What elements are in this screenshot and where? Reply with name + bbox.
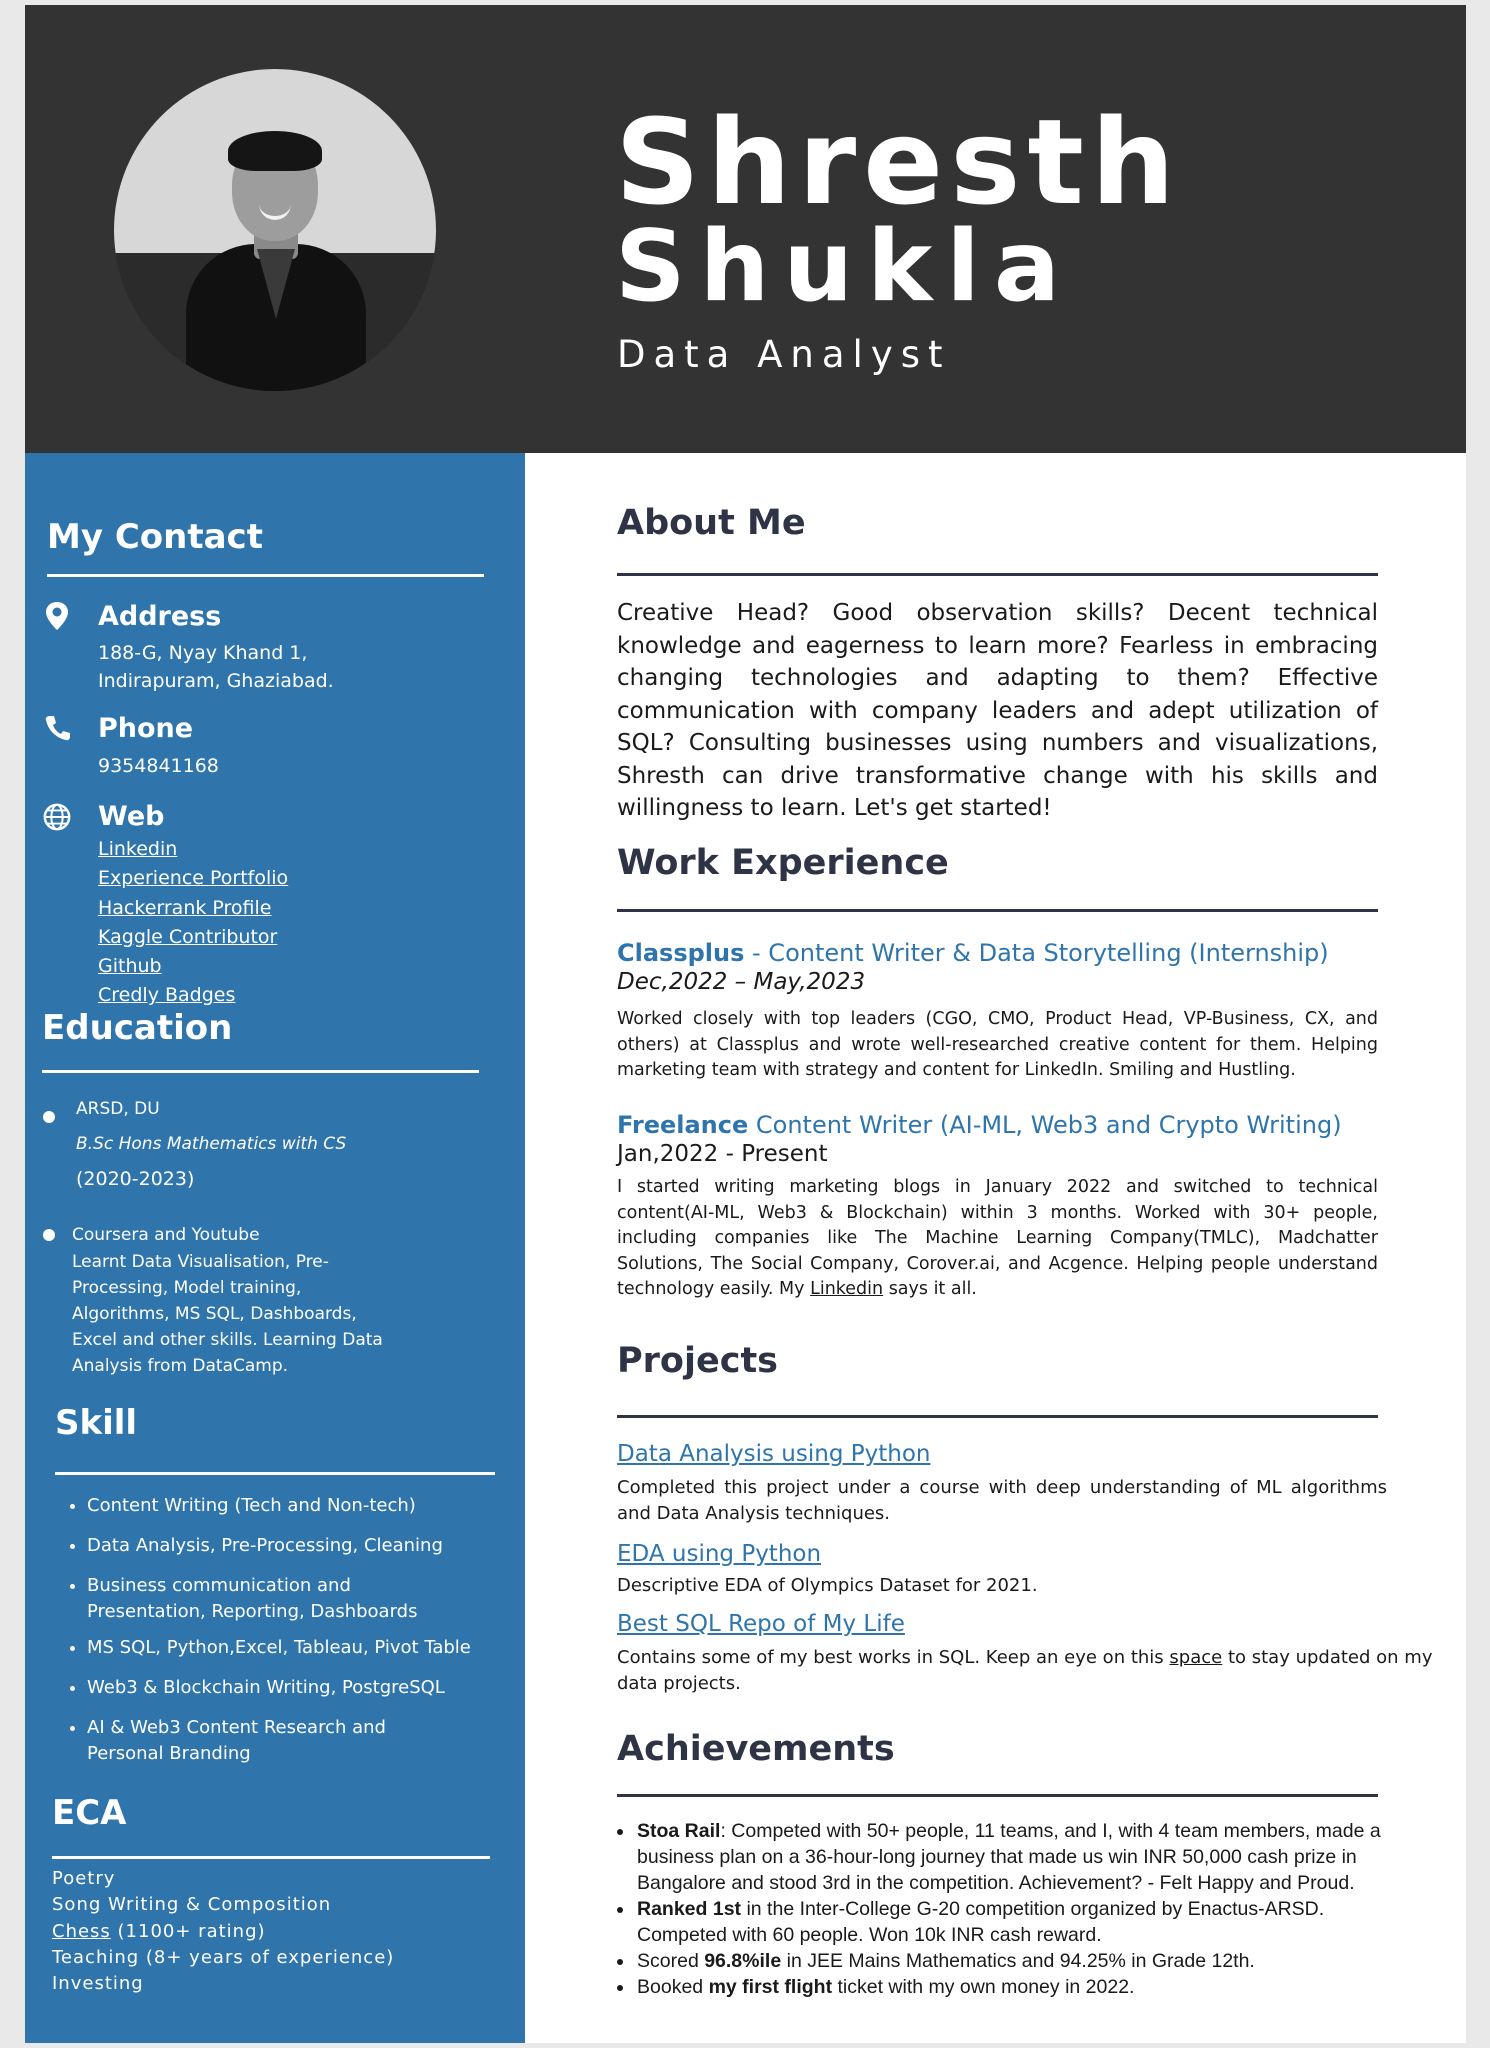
education-detail-line: Processing, Model training, [72, 1278, 302, 1298]
achievement-item: • Scored 96.8%ile in JEE Mains Mathematics and 94.25% in Grade 12th. [635, 1948, 1405, 1974]
education-name: ARSD, DU [76, 1099, 160, 1119]
about-rule [617, 573, 1378, 576]
education-rule [42, 1070, 479, 1073]
eca-item: Teaching (8+ years of experience) [52, 1946, 395, 1968]
address-line-1: 188-G, Nyay Khand 1, [98, 642, 308, 664]
job-description: I started writing marketing blogs in January 2022 and switched to technical content(AI-ML, Web3 & Blockchain) within 3 months. Worked with 30+ people, including companies like The Machine Learning Company(TMLC), Madchatter Solutions, The Social Company, Corover.ai, and Acgence. Helping people understand technology easily. My Linkedin says it all. [617, 1177, 1378, 1299]
credly-link[interactable]: Credly Badges [98, 984, 236, 1007]
job-title [617, 939, 1329, 967]
globe-icon [42, 801, 72, 833]
achievement-item: • Stoa Rail: Competed with 50+ people, 11 teams, and I, with 4 team members, made a business plan on a 36-hour-long journey that made us win INR 50,000 cash prize in Bangalore and stood 3rd in the competition. Achievement? - Felt Happy and Proud. [635, 1818, 1405, 1896]
eca-item: Poetry [52, 1868, 116, 1889]
skill-list [45, 1493, 507, 1777]
project-description: Completed this project under a course with deep understanding of ML algorithms and Data Analysis techniques. [617, 1477, 1387, 1524]
education-degree: B.Sc Hons Mathematics with CS [76, 1134, 347, 1154]
contact-heading: My Contact [47, 517, 263, 557]
resume-page [25, 5, 1466, 2043]
achievements-list [617, 1818, 1405, 2000]
achievement-item: • Booked my first flight ticket with my own money in 2022. [635, 1974, 1405, 2000]
chess-link[interactable]: Chess [52, 1920, 111, 1942]
kaggle-link[interactable]: Kaggle Contributor [98, 925, 278, 948]
company-name: Classplus [617, 939, 745, 967]
job-role: - Content Writer & Data Storytelling (Internship) [744, 939, 1329, 967]
job-dates: Dec,2022 – May,2023 [617, 969, 866, 995]
education-years: (2020-2023) [76, 1168, 195, 1190]
education-detail-line: Learnt Data Visualisation, Pre- [72, 1252, 329, 1272]
experience-portfolio-link[interactable]: Experience Portfolio [98, 867, 289, 890]
about-heading: About Me [617, 503, 806, 543]
linkedin-link[interactable]: Linkedin [98, 838, 178, 860]
web-links [98, 835, 288, 1011]
skill-item: • Content Writing (Tech and Non-tech) [87, 1493, 507, 1519]
sidebar [25, 453, 525, 2043]
phone-icon [42, 712, 72, 744]
education-detail-line: Analysis from DataCamp. [72, 1356, 289, 1376]
space-link[interactable]: space [1169, 1647, 1223, 1668]
phone-number: 9354841168 [98, 755, 219, 777]
linkedin-inline-link[interactable]: Linkedin [810, 1279, 884, 1299]
skill-heading: Skill [55, 1403, 138, 1443]
job-role: Content Writer (AI-ML, Web3 and Crypto Writing) [748, 1111, 1342, 1139]
address-label: Address [98, 601, 222, 632]
work-heading: Work Experience [617, 843, 949, 883]
skill-item: • AI & Web3 Content Research and Personal Branding [87, 1715, 387, 1767]
education-name: Coursera and Youtube [72, 1225, 260, 1245]
eca-heading: ECA [52, 1793, 127, 1833]
project-link[interactable]: EDA using Python [617, 1541, 822, 1567]
eca-list [52, 1866, 394, 1997]
education-bullet [43, 1229, 55, 1241]
main-content [525, 453, 1466, 2043]
education-detail-line: Algorithms, MS SQL, Dashboards, [72, 1304, 357, 1324]
project-description: Contains some of my best works in SQL. Keep an eye on this space to stay updated on my data projects. [617, 1647, 1433, 1694]
hackerrank-link[interactable]: Hackerrank Profile [98, 896, 272, 919]
skill-item: • Web3 & Blockchain Writing, PostgreSQL [87, 1675, 507, 1701]
project-description: Descriptive EDA of Olympics Dataset for 2021. [617, 1575, 1038, 1596]
about-text: Creative Head? Good observation skills? Decent technical knowledge and eagerness to learn more? Fearless in embracing changing technologies and adapting to them? Effective communication with company leaders and adept utilization of SQL? Consulting businesses using numbers and visualizations, Shresth can drive transformative change with his skills and willingness to learn. Let's get started! [617, 600, 1378, 821]
achievements-rule [617, 1794, 1378, 1797]
contact-rule [47, 574, 484, 577]
job-role: Data Analyst [617, 333, 951, 376]
header-banner [25, 5, 1466, 453]
job-description: Worked closely with top leaders (CGO, CMO, Product Head, VP-Business, CX, and others) at Classplus and wrote well-researched creative content for them. Helping marketing team with strategy and content for LinkedIn. Smiling and Hustling. [617, 1009, 1378, 1080]
projects-heading: Projects [617, 1341, 779, 1381]
eca-item: Song Writing & Composition [52, 1894, 332, 1916]
web-label: Web [98, 801, 165, 832]
skill-item: • Business communication and Presentation, Reporting, Dashboards [87, 1573, 437, 1625]
projects-rule [617, 1415, 1378, 1418]
skill-item: • Data Analysis, Pre-Processing, Cleaning [87, 1533, 507, 1559]
phone-label: Phone [98, 713, 194, 744]
github-link[interactable]: Github [98, 955, 162, 978]
chess-rating: (1100+ rating) [110, 1920, 266, 1942]
achievement-item: • Ranked 1st in the Inter-College G-20 competition organized by Enactus-ARSD. Competed with 60 people. Won 10k INR cash reward. [635, 1896, 1405, 1948]
job-dates: Jan,2022 - Present [617, 1141, 828, 1167]
job-title [617, 1111, 1342, 1139]
last-name: Shukla [615, 210, 1075, 324]
achievements-heading: Achievements [617, 1729, 895, 1769]
eca-rule [52, 1856, 490, 1859]
skill-rule [55, 1472, 495, 1475]
eca-item-chess [52, 1919, 394, 1945]
project-link[interactable]: Best SQL Repo of My Life [617, 1611, 905, 1637]
location-pin-icon [42, 600, 72, 632]
education-heading: Education [42, 1008, 233, 1048]
eca-item: Investing [52, 1973, 144, 1995]
profile-photo [114, 69, 436, 391]
company-name: Freelance [617, 1111, 749, 1139]
education-bullet [43, 1111, 55, 1123]
work-rule [617, 909, 1378, 912]
education-detail-line: Excel and other skills. Learning Data [72, 1330, 383, 1350]
project-link[interactable]: Data Analysis using Python [617, 1441, 931, 1467]
skill-item: • MS SQL, Python,Excel, Tableau, Pivot Table [87, 1635, 507, 1661]
address-line-2: Indirapuram, Ghaziabad. [98, 670, 334, 692]
first-name: Shresth [615, 93, 1182, 231]
